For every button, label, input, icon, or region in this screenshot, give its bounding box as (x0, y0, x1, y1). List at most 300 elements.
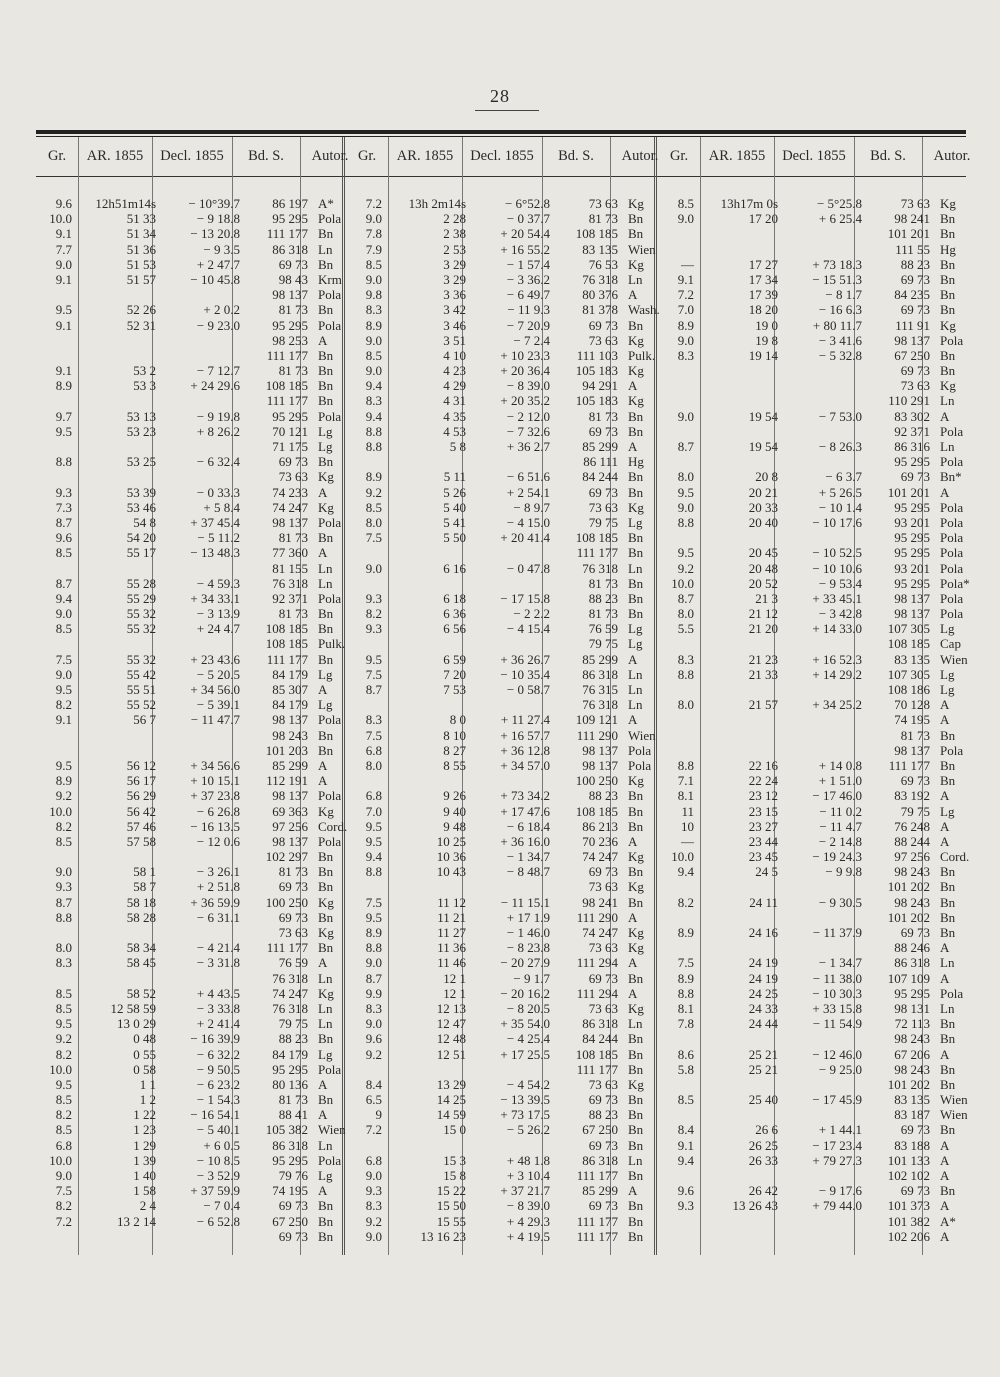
magnitude-cell: 9.0 (365, 332, 382, 348)
author-cell: Ln (940, 393, 955, 409)
zone-star-cell: 105 183 (575, 393, 618, 409)
author-cell: Bn (628, 226, 644, 242)
zone-star-cell: 95 295 (894, 575, 930, 591)
zone-star-cell: 107 109 (887, 970, 930, 986)
author-cell: Lg (628, 514, 643, 530)
table-row (660, 804, 960, 819)
author-cell: Pola (318, 1061, 342, 1077)
right-ascension-cell: 24 19 (748, 955, 778, 971)
table-row (348, 788, 648, 803)
author-cell: Ln (318, 560, 333, 576)
right-ascension-cell: 12 58 59 (110, 1000, 156, 1016)
magnitude-cell: 8.4 (677, 1122, 694, 1138)
author-cell: Ln (318, 1016, 333, 1032)
magnitude-cell: 9.0 (365, 271, 382, 287)
table-row (348, 1107, 648, 1122)
header-decl: Decl. 1855 (782, 148, 846, 164)
table-row (348, 864, 648, 879)
declination-cell: − 0 37.7 (506, 211, 550, 227)
declination-cell: − 1 34.7 (818, 955, 862, 971)
author-cell: Kg (940, 317, 956, 333)
table-row (660, 742, 964, 758)
table-column-group (38, 196, 348, 1244)
table-row (660, 514, 964, 530)
table-row (38, 879, 338, 894)
declination-cell: − 6 18.4 (506, 818, 550, 834)
author-cell: Wash. (628, 302, 660, 318)
declination-cell: − 9 25.0 (818, 1061, 862, 1077)
author-cell: Wien (940, 1107, 968, 1123)
zone-star-cell: 73 63 (900, 378, 930, 394)
author-cell: Kg (628, 1000, 644, 1016)
table-row (660, 985, 964, 1001)
zone-star-cell: 83 192 (894, 788, 930, 804)
declination-cell: − 13 20.8 (190, 226, 240, 242)
zone-star-cell: 81 73 (900, 727, 930, 743)
magnitude-cell: 9.1 (677, 1137, 694, 1153)
author-cell: A (628, 651, 638, 667)
magnitude-cell: 9.2 (55, 1031, 72, 1047)
table-row (348, 971, 648, 986)
author-cell: Lg (318, 423, 333, 439)
table-row (348, 1214, 648, 1229)
magnitude-cell: 10.0 (49, 1061, 72, 1077)
author-cell: Bn (318, 621, 334, 637)
author-cell: Kg (940, 196, 956, 211)
table-row (348, 1031, 648, 1046)
author-cell: Bn (940, 909, 956, 925)
table-row (660, 423, 964, 439)
declination-cell: − 13 39.5 (500, 1092, 550, 1108)
right-ascension-cell: 58 28 (126, 909, 156, 925)
zone-star-cell: 98 137 (894, 332, 930, 348)
zone-star-cell: 108 186 (887, 682, 930, 697)
declination-cell: + 34 57.0 (500, 757, 550, 773)
table-row (660, 788, 960, 803)
author-cell: Lg (318, 697, 333, 713)
zone-star-cell: 95 295 (272, 1152, 308, 1168)
author-cell: Wien (628, 241, 656, 257)
zone-star-cell: 107 305 (887, 666, 930, 682)
table-row (38, 469, 338, 484)
magnitude-cell: 9.5 (365, 909, 382, 925)
right-ascension-cell: 20 8 (755, 469, 778, 485)
declination-cell: − 13 48.3 (190, 545, 240, 561)
zone-star-cell: 69 73 (900, 363, 930, 379)
right-ascension-cell: 26 42 (748, 1183, 778, 1199)
declination-cell: − 4 15.4 (506, 621, 550, 637)
right-ascension-cell: 13h 2m14s (408, 196, 466, 211)
author-cell: Lg (940, 682, 955, 697)
author-cell: Bn (318, 1228, 334, 1244)
table-row (348, 757, 652, 773)
magnitude-cell: 9.0 (677, 408, 694, 424)
right-ascension-cell: 18 20 (748, 302, 778, 318)
table-row (38, 590, 342, 606)
table-row (38, 1229, 338, 1244)
author-cell: Kg (318, 469, 334, 485)
right-ascension-cell: 0 48 (133, 1031, 156, 1047)
author-cell: Ln (318, 1000, 333, 1016)
declination-cell: − 2 2.2 (513, 606, 550, 622)
right-ascension-cell: 1 40 (133, 1168, 156, 1183)
zone-star-cell: 80 376 (582, 287, 618, 303)
magnitude-cell: 9.5 (55, 1016, 72, 1032)
table-row (660, 940, 960, 955)
magnitude-cell: 8.8 (365, 439, 382, 454)
magnitude-cell: 9.0 (55, 1168, 72, 1183)
magnitude-cell: 8.9 (55, 773, 72, 789)
author-cell: Pola (940, 454, 964, 470)
zone-star-cell: 73 63 (278, 469, 308, 485)
author-cell: Bn (628, 894, 644, 910)
declination-cell: − 2 12.0 (506, 408, 550, 424)
author-cell: Ln (628, 560, 643, 576)
magnitude-cell: 6.8 (365, 788, 382, 804)
declination-cell: − 3 26.1 (196, 864, 240, 880)
zone-star-cell: 111 294 (576, 985, 618, 1001)
author-cell: A (318, 1183, 328, 1199)
table-row (348, 606, 648, 621)
table-row (38, 986, 338, 1001)
table-row (348, 819, 648, 834)
zone-star-cell: 76 318 (582, 271, 618, 287)
right-ascension-cell: 55 28 (126, 575, 156, 591)
magnitude-cell: 7.8 (365, 226, 382, 242)
author-cell: Hg (628, 454, 644, 470)
author-cell: A (940, 408, 950, 424)
table-row (660, 378, 960, 393)
right-ascension-cell: 10 36 (436, 849, 466, 865)
declination-cell: + 10 15.1 (190, 773, 240, 789)
right-ascension-cell: 1 58 (133, 1183, 156, 1199)
magnitude-cell: 8.7 (677, 439, 694, 454)
zone-star-cell: 105 382 (265, 1122, 308, 1138)
right-ascension-cell: 5 41 (443, 514, 466, 530)
table-row (38, 667, 338, 682)
declination-cell: − 1 57.4 (506, 256, 550, 272)
magnitude-cell: 8.4 (365, 1076, 382, 1092)
declination-cell: − 8 39.0 (506, 378, 550, 394)
right-ascension-cell: 52 31 (126, 317, 156, 333)
table-row (348, 940, 648, 955)
magnitude-cell: 8.9 (55, 378, 72, 394)
author-cell: Ln (318, 575, 333, 591)
table-row (660, 1122, 960, 1137)
right-ascension-cell: 24 25 (748, 985, 778, 1001)
zone-star-cell: 73 63 (588, 940, 618, 956)
declination-cell: − 17 45.9 (812, 1092, 862, 1108)
table-row (660, 287, 960, 302)
zone-star-cell: 111 290 (576, 909, 618, 925)
table-row (38, 1107, 338, 1122)
table-row (348, 1229, 648, 1244)
magnitude-cell: 9.3 (365, 590, 382, 606)
table-row (348, 333, 648, 348)
table-row (660, 485, 960, 500)
table-row (38, 317, 342, 333)
magnitude-cell: 8.8 (55, 454, 72, 470)
zone-star-cell: 108 185 (575, 803, 618, 819)
declination-cell: − 8 39.0 (506, 1198, 550, 1214)
magnitude-cell: 9.0 (55, 606, 72, 622)
zone-star-cell: 83 187 (894, 1107, 930, 1123)
declination-cell: − 4 21.4 (196, 940, 240, 956)
zone-star-cell: 69 73 (900, 773, 930, 789)
table-row (660, 454, 964, 470)
right-ascension-cell: 24 44 (748, 1016, 778, 1032)
zone-star-cell: 108 185 (575, 1046, 618, 1062)
zone-star-cell: 93 201 (894, 514, 930, 530)
author-cell: A (318, 682, 328, 697)
magnitude-cell: 9.2 (365, 484, 382, 500)
author-cell: Bn (318, 1198, 334, 1214)
author-cell: Bn (628, 970, 644, 986)
table-row (660, 895, 960, 910)
zone-star-cell: 69 73 (278, 1228, 308, 1244)
zone-star-cell: 69 73 (900, 1122, 930, 1138)
magnitude-cell: 8.7 (55, 514, 72, 530)
right-ascension-cell: 22 16 (748, 757, 778, 773)
magnitude-cell: 8.9 (365, 469, 382, 485)
right-ascension-cell: 51 36 (126, 241, 156, 257)
author-cell: Pola (318, 788, 342, 804)
right-ascension-cell: 13 26 43 (732, 1198, 778, 1214)
right-ascension-cell: 23 45 (748, 849, 778, 865)
right-ascension-cell: 2 4 (139, 1198, 156, 1214)
zone-star-cell: 100 250 (265, 894, 308, 910)
table-row (348, 561, 648, 576)
page-number-rule (475, 110, 539, 111)
zone-star-cell: 69 73 (278, 879, 308, 895)
table-row (38, 454, 338, 469)
author-cell: Bn (628, 530, 644, 546)
zone-star-cell: 95 295 (272, 408, 308, 424)
table-row (348, 439, 648, 454)
table-column-group (660, 196, 970, 1244)
table-row (348, 1077, 648, 1092)
declination-cell: − 11 4.7 (819, 818, 862, 834)
table-row (38, 302, 338, 317)
author-cell: Bn (628, 469, 644, 485)
table-row (348, 804, 648, 819)
right-ascension-cell: 2 38 (443, 226, 466, 242)
right-ascension-cell: 15 22 (436, 1183, 466, 1199)
magnitude-cell: 9.0 (365, 363, 382, 379)
zone-star-cell: 80 136 (272, 1076, 308, 1092)
table-row (660, 1092, 968, 1108)
zone-star-cell: 95 295 (894, 545, 930, 561)
right-ascension-cell: 23 27 (748, 818, 778, 834)
declination-cell: − 10°39.7 (188, 196, 240, 211)
zone-star-cell: 102 297 (265, 849, 308, 865)
author-cell: Kg (318, 803, 334, 819)
declination-cell: + 48 1.8 (506, 1152, 550, 1168)
table-row (38, 408, 342, 424)
table-row (660, 819, 960, 834)
author-cell: Pola (940, 606, 964, 622)
declination-cell: − 6 26.8 (196, 803, 240, 819)
table-row (660, 925, 960, 940)
header-cell-ar (700, 137, 774, 176)
declination-cell: − 7 2.4 (513, 332, 550, 348)
zone-star-cell: 86 197 (272, 196, 308, 211)
zone-star-cell: 86 318 (582, 1152, 618, 1168)
author-cell: A (628, 985, 638, 1001)
zone-star-cell: 101 203 (265, 742, 308, 758)
declination-cell: + 23 43.6 (190, 651, 240, 667)
magnitude-cell: 10.0 (49, 1152, 72, 1168)
magnitude-cell: 8.9 (365, 317, 382, 333)
author-cell: Bn (940, 287, 956, 303)
declination-cell: + 34 25.2 (812, 697, 862, 713)
author-cell: Bn (628, 803, 644, 819)
author-cell: A (628, 378, 638, 394)
table-row (38, 1077, 338, 1092)
right-ascension-cell: 4 23 (443, 363, 466, 379)
right-ascension-cell: 13 29 (436, 1076, 466, 1092)
zone-star-cell: 92 371 (272, 590, 308, 606)
table-row (348, 834, 648, 849)
zone-star-cell: 84 179 (272, 697, 308, 713)
magnitude-cell: 9.6 (55, 530, 72, 546)
table-row (660, 575, 970, 591)
table-row (348, 1183, 648, 1198)
author-cell: Lg (940, 666, 955, 682)
table-row (38, 1198, 338, 1213)
zone-star-cell: 81 73 (588, 606, 618, 622)
right-ascension-cell: 12 48 (436, 1031, 466, 1047)
table-row (348, 1047, 648, 1062)
author-cell: Bn (940, 727, 956, 743)
zone-star-cell: 108 185 (575, 530, 618, 546)
table-row (38, 895, 338, 910)
right-ascension-cell: 55 51 (126, 682, 156, 697)
table-row (348, 196, 648, 211)
table-row (660, 1229, 960, 1244)
declination-cell: + 1 51.0 (818, 773, 862, 789)
right-ascension-cell: 24 16 (748, 925, 778, 940)
declination-cell: + 2 0.2 (203, 302, 240, 318)
right-ascension-cell: 55 32 (126, 606, 156, 622)
table-row (38, 652, 338, 667)
author-cell: A (628, 712, 638, 728)
declination-cell: − 4 59.3 (196, 575, 240, 591)
magnitude-cell: 8.0 (365, 757, 382, 773)
table-row (660, 318, 960, 333)
magnitude-cell: 9.5 (365, 818, 382, 834)
table-row (660, 606, 964, 622)
declination-cell: − 12 46.0 (812, 1046, 862, 1062)
declination-cell: − 11 47.7 (190, 712, 240, 728)
declination-cell: − 10 30.3 (812, 985, 862, 1001)
author-cell: Kg (628, 256, 644, 272)
author-cell: Ln (940, 955, 955, 971)
magnitude-cell: 7.5 (365, 727, 382, 743)
declination-cell: + 16 55.2 (500, 241, 550, 257)
declination-cell: − 10 1.4 (818, 499, 862, 515)
declination-cell: − 17 15.8 (500, 590, 550, 606)
table-row (660, 1214, 960, 1229)
author-cell: A* (940, 1213, 956, 1229)
declination-cell: − 6 31.1 (196, 909, 240, 925)
declination-cell: − 10 52.5 (812, 545, 862, 561)
declination-cell: + 37 59.9 (190, 1183, 240, 1199)
author-cell: Bn (628, 317, 644, 333)
declination-cell: − 17 46.0 (812, 788, 862, 804)
zone-star-cell: 86 213 (582, 818, 618, 834)
right-ascension-cell: 12 1 (443, 970, 466, 986)
right-ascension-cell: 3 36 (443, 287, 466, 303)
declination-cell: − 9 17.6 (818, 1183, 862, 1199)
table-row (38, 712, 342, 728)
magnitude-cell: 8.7 (55, 575, 72, 591)
zone-star-cell: 69 73 (278, 454, 308, 470)
header-cell-bd (542, 137, 610, 176)
table-row (38, 1138, 338, 1153)
table-row (348, 454, 648, 469)
declination-cell: + 4 19.5 (506, 1228, 550, 1244)
zone-star-cell: 76 318 (582, 697, 618, 713)
declination-cell: − 6°52.8 (504, 196, 550, 211)
table-row (660, 955, 960, 970)
right-ascension-cell: 55 29 (126, 590, 156, 606)
magnitude-cell: 7.9 (365, 241, 382, 257)
header-cell-ar (388, 137, 462, 176)
author-cell: Bn (940, 1061, 956, 1077)
header-ar: AR. 1855 (396, 148, 454, 164)
author-cell: Bn (628, 606, 644, 622)
declination-cell: − 16 13.5 (190, 818, 240, 834)
author-cell: Pola (628, 757, 652, 773)
author-cell: A (628, 909, 638, 925)
table-row (348, 895, 648, 910)
right-ascension-cell: 8 0 (449, 712, 466, 728)
zone-star-cell: 69 73 (278, 1198, 308, 1214)
zone-star-cell: 88 23 (588, 788, 618, 804)
header-cell-bd (232, 137, 300, 176)
table-row (348, 1092, 648, 1107)
right-ascension-cell: 8 55 (443, 757, 466, 773)
magnitude-cell: 8.5 (365, 256, 382, 272)
table-row (660, 393, 960, 408)
author-cell: Bn (940, 1076, 956, 1092)
right-ascension-cell: 11 12 (437, 894, 466, 910)
declination-cell: + 5 26.5 (818, 484, 862, 500)
magnitude-cell: 7.1 (677, 773, 694, 789)
zone-star-cell: 69 73 (900, 271, 930, 287)
author-cell: Bn (940, 1183, 956, 1199)
table-row (38, 1152, 342, 1168)
declination-cell: − 9 9.8 (825, 864, 862, 880)
right-ascension-cell: 9 26 (443, 788, 466, 804)
zone-star-cell: 109 121 (575, 712, 618, 728)
author-cell: Lg (318, 1168, 333, 1183)
author-cell: Kg (318, 894, 334, 910)
magnitude-cell: 8.0 (677, 469, 694, 485)
declination-cell: − 10 17.6 (812, 514, 862, 530)
right-ascension-cell: 4 29 (443, 378, 466, 394)
declination-cell: + 36 12.8 (500, 742, 550, 758)
right-ascension-cell: 19 8 (755, 332, 778, 348)
zone-star-cell: 95 295 (894, 454, 930, 470)
zone-star-cell: 81 73 (588, 408, 618, 424)
table-row (348, 1138, 648, 1153)
author-cell: Bn (940, 363, 956, 379)
right-ascension-cell: 14 25 (436, 1092, 466, 1108)
magnitude-cell: 9.0 (677, 499, 694, 515)
table-row (348, 652, 648, 667)
